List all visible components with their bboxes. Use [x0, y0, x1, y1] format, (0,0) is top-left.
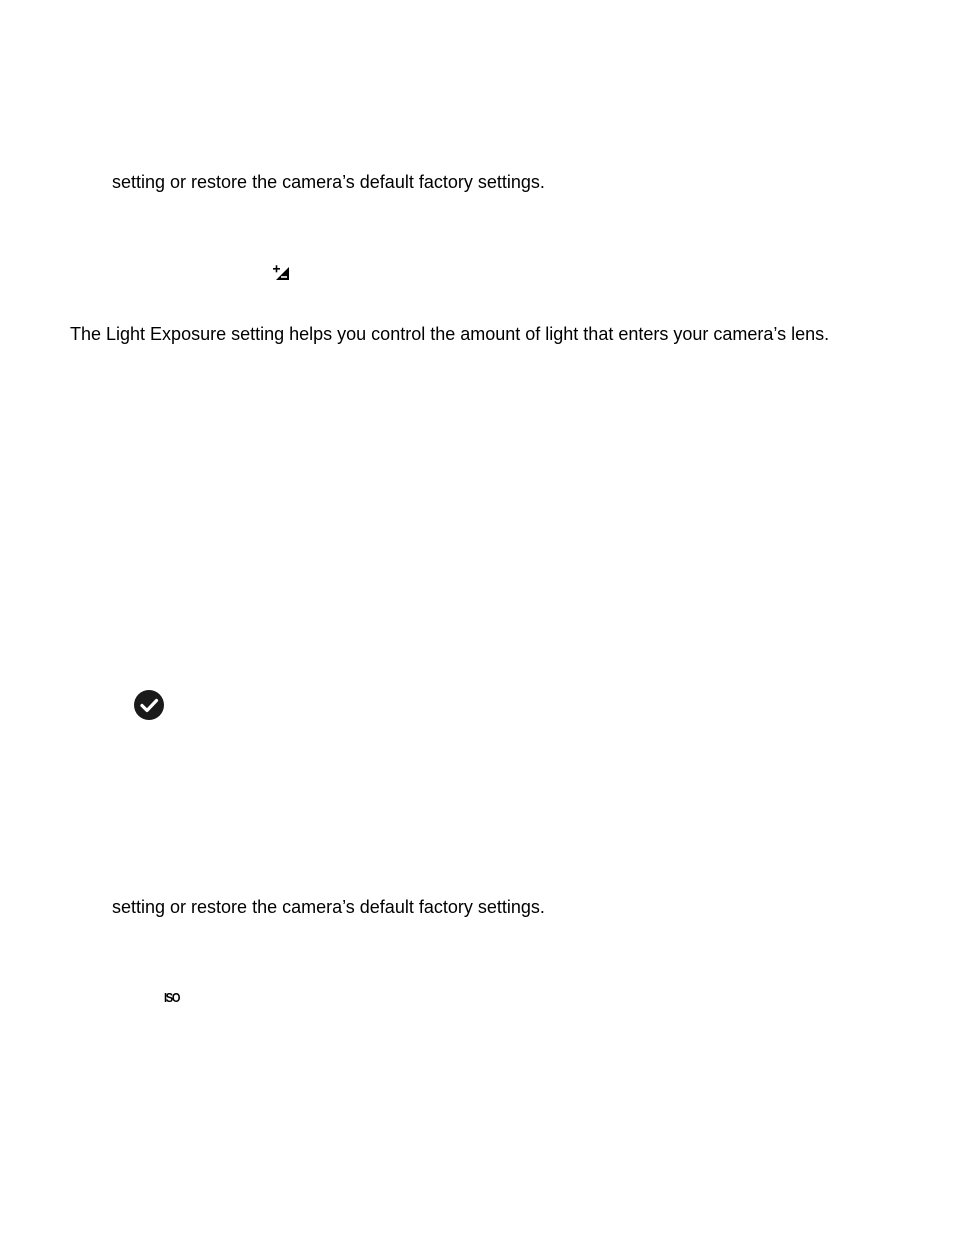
- checkmark-circle-icon: [133, 689, 165, 721]
- iso-icon: ISO: [164, 990, 180, 1005]
- body-text-line: setting or restore the camera’s default factory settings.: [112, 172, 545, 192]
- body-text-line: setting or restore the camera’s default factory settings.: [112, 897, 545, 917]
- body-text-line: The Light Exposure setting helps you control the amount of light that enters your camera’s lens.: [70, 324, 830, 344]
- exposure-compensation-icon: [272, 265, 290, 281]
